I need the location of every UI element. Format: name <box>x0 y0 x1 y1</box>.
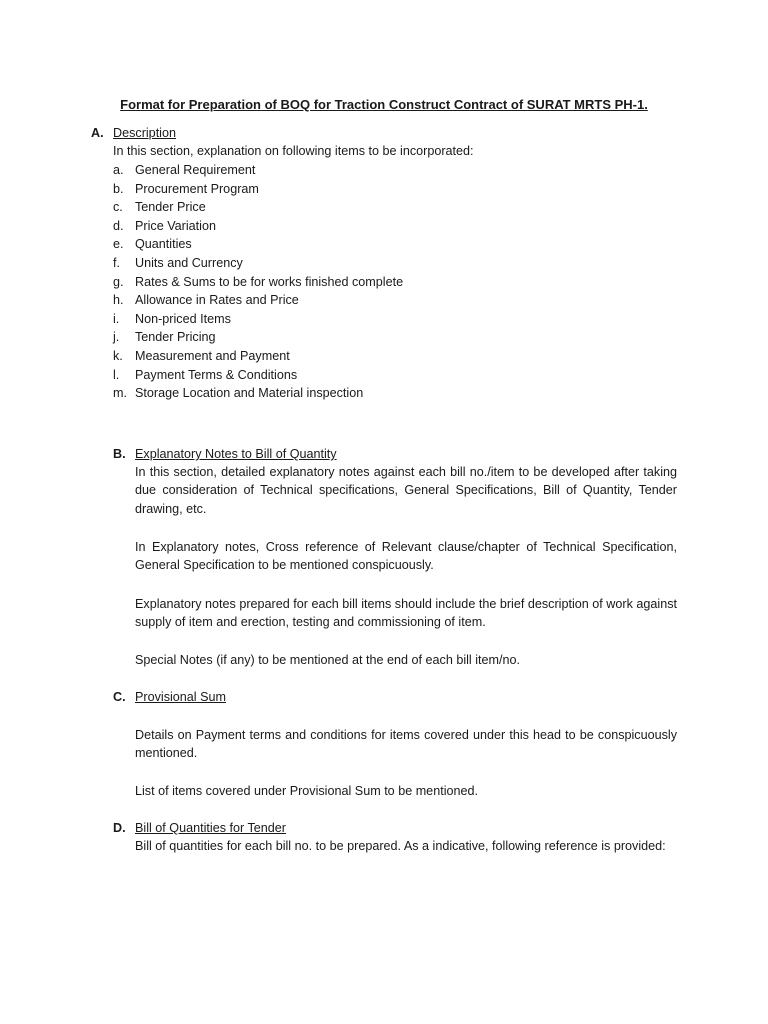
list-item-marker: c. <box>113 200 123 215</box>
list-item-text: Tender Price <box>135 200 206 215</box>
list-item-text: Procurement Program <box>135 181 259 196</box>
list-item-text: Storage Location and Material inspection <box>135 386 364 401</box>
list-item-marker: k. <box>113 349 123 363</box>
section-d-paragraph-1: Bill of quantities for each bill no. to be prepared. As a indicative, following reference is provided: <box>135 839 666 853</box>
section-c-marker: C. <box>113 690 126 704</box>
list-item-text: Measurement and Payment <box>135 349 290 363</box>
list-item-text: Non-priced Items <box>135 311 231 326</box>
section-d-marker: D. <box>113 821 126 835</box>
list-item-marker: i. <box>113 311 120 326</box>
list-item-marker: a. <box>113 163 124 177</box>
section-d-heading: Bill of Quantities for Tender <box>135 821 286 835</box>
list-item-text: Tender Pricing <box>135 330 216 345</box>
list-item-text: General Requirement <box>135 163 256 177</box>
list-item-text: Payment Terms & Conditions <box>135 367 298 382</box>
list-item-text: Units and Currency <box>135 256 243 270</box>
list-item-text: Quantities <box>135 237 192 252</box>
section-a-heading: Description <box>113 126 176 140</box>
page-title: Format for Preparation of BOQ for Traction Construct Contract of SURAT MRTS PH-1. <box>120 97 648 112</box>
section-c-heading: Provisional Sum <box>135 690 226 704</box>
section-a-marker: A. <box>91 126 104 140</box>
list-item-marker: f. <box>113 256 120 270</box>
list-item-text: Price Variation <box>135 218 216 233</box>
list-item-marker: e. <box>113 237 124 252</box>
list-item-marker: h. <box>113 293 124 308</box>
section-b-paragraph-4: Special Notes (if any) to be mentioned at the end of each bill item/no. <box>135 653 521 667</box>
section-c-paragraph-1: Details on Payment terms and conditions for items covered under this head to be conspicuously mentioned. <box>135 728 677 761</box>
section-b-heading: Explanatory Notes to Bill of Quantity <box>135 447 337 461</box>
list-item-marker: l. <box>113 367 120 382</box>
section-b-paragraph-1: In this section, detailed explanatory notes against each bill no./item to be developed after taking due consideration of Technical specifications, General Specifications, Bill of Quantity, Tender drawing, etc. <box>135 465 677 516</box>
list-item-marker: g. <box>113 274 124 289</box>
list-item-marker: d. <box>113 218 124 233</box>
list-item-marker: m. <box>113 386 127 401</box>
section-a-intro: In this section, explanation on following items to be incorporated: <box>113 144 474 158</box>
list-item-marker: b. <box>113 181 124 196</box>
section-b-paragraph-2: In Explanatory notes, Cross reference of Relevant clause/chapter of Technical Specification, General Specification to be mentioned conspicuously. <box>135 540 677 573</box>
section-b-paragraph-3: Explanatory notes prepared for each bill items should include the brief description of work against supply of item and erection, testing and commissioning of item. <box>135 597 677 630</box>
section-c-paragraph-2: List of items covered under Provisional Sum to be mentioned. <box>135 784 479 798</box>
list-item-marker: j. <box>113 330 120 345</box>
list-item-text: Allowance in Rates and Price <box>135 293 299 308</box>
section-b-marker: B. <box>113 447 126 461</box>
list-item-text: Rates & Sums to be for works finished complete <box>135 274 404 289</box>
